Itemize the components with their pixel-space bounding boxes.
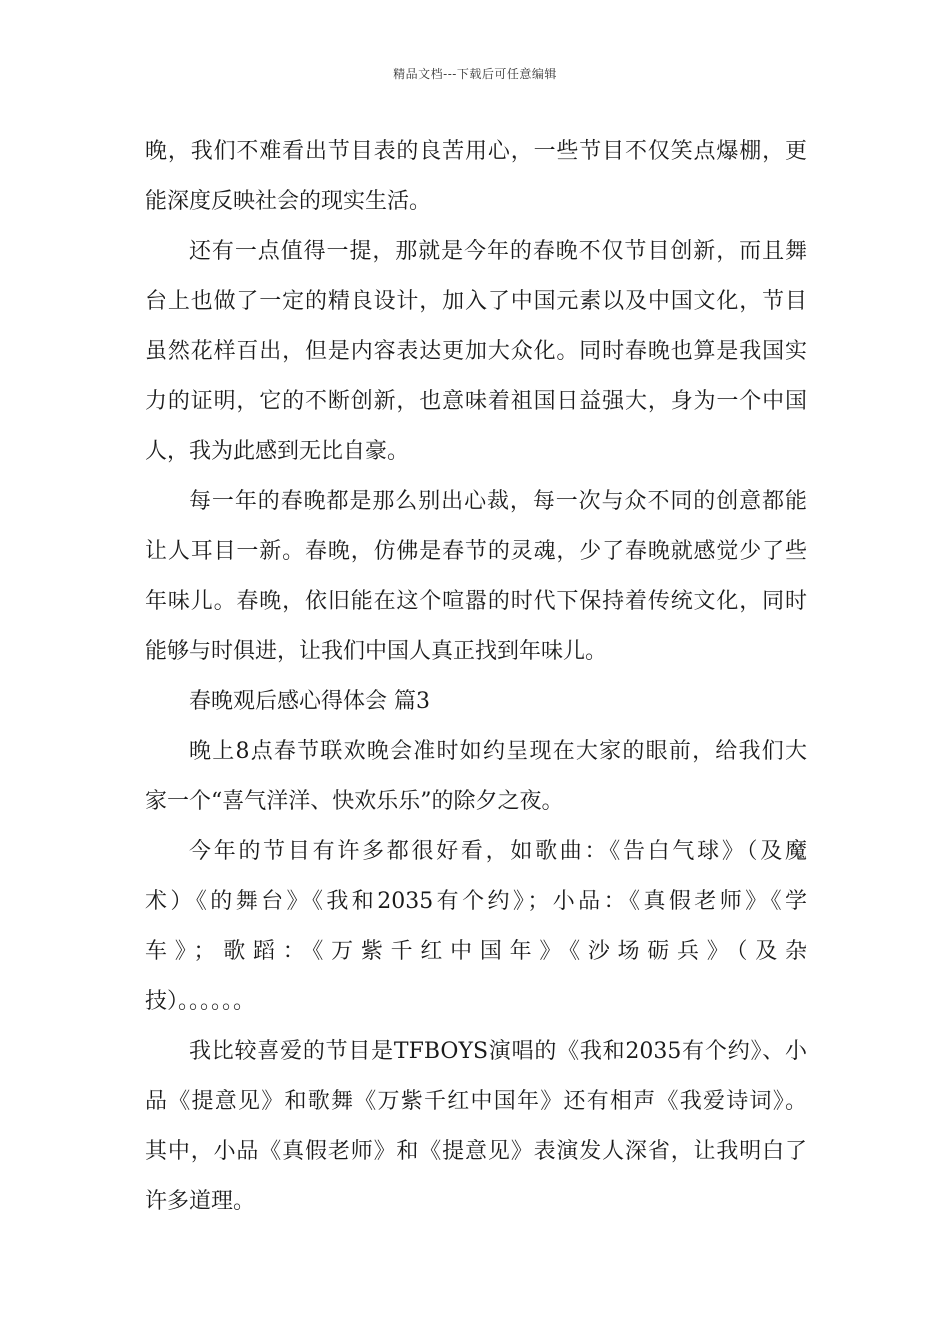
text-line: 晚上8点春节联欢晚会准时如约呈现在大家的眼前，给我们大 bbox=[189, 739, 807, 764]
section-heading: 春晚观后感心得体会 篇3 bbox=[189, 689, 430, 714]
text-line: 年味儿。春晚，依旧能在这个喧嚣的时代下保持着传统文化，同时 bbox=[145, 589, 807, 614]
text-line: 家一个“喜气洋洋、快欢乐乐”的除夕之夜。 bbox=[145, 789, 564, 814]
text-line: 能够与时俱进，让我们中国人真正找到年味儿。 bbox=[145, 639, 608, 664]
text-line: 人，我为此感到无比自豪。 bbox=[145, 439, 410, 464]
text-line: 力的证明，它的不断创新，也意味着祖国日益强大，身为一个中国 bbox=[145, 389, 807, 414]
text-line: 台上也做了一定的精良设计，加入了中国元素以及中国文化，节目 bbox=[145, 289, 807, 314]
text-line: 让人耳目一新。春晚，仿佛是春节的灵魂，少了春晚就感觉少了些 bbox=[145, 539, 807, 564]
document-body bbox=[145, 127, 807, 1227]
text-line: 虽然花样百出，但是内容表达更加大众化。同时春晚也算是我国实 bbox=[145, 339, 807, 364]
text-line: 今年的节目有许多都很好看，如歌曲：《告白气球》（及魔 bbox=[189, 839, 807, 864]
text-line: 其中，小品《真假老师》和《提意见》表演发人深省，让我明白了 bbox=[145, 1139, 807, 1164]
text-line: 晚，我们不难看出节目表的良苦用心，一些节目不仅笑点爆棚，更 bbox=[145, 139, 807, 164]
page-header: 精品文档---下载后可任意编辑 bbox=[393, 67, 557, 81]
text-line: 车》；歌蹈：《万紫千红中国年》《沙场砺兵》（及杂 bbox=[145, 939, 807, 964]
text-line: 能深度反映社会的现实生活。 bbox=[145, 189, 432, 214]
text-line: 品《提意见》和歌舞《万紫千红中国年》还有相声《我爱诗词》。 bbox=[145, 1089, 807, 1114]
text-line: 技）。。。。。。 bbox=[145, 989, 256, 1014]
text-line: 每一年的春晚都是那么别出心裁，每一次与众不同的创意都能 bbox=[189, 489, 807, 514]
text-line: 还有一点值得一提，那就是今年的春晚不仅节目创新，而且舞 bbox=[189, 239, 807, 264]
text-line: 我比较喜爱的节目是TFBOYS演唱的《我和2035有个约》、小 bbox=[189, 1039, 807, 1064]
text-line: 术）《的舞台》《我和2035有个约》；小品：《真假老师》《学 bbox=[145, 889, 807, 914]
text-line: 许多道理。 bbox=[145, 1189, 256, 1214]
